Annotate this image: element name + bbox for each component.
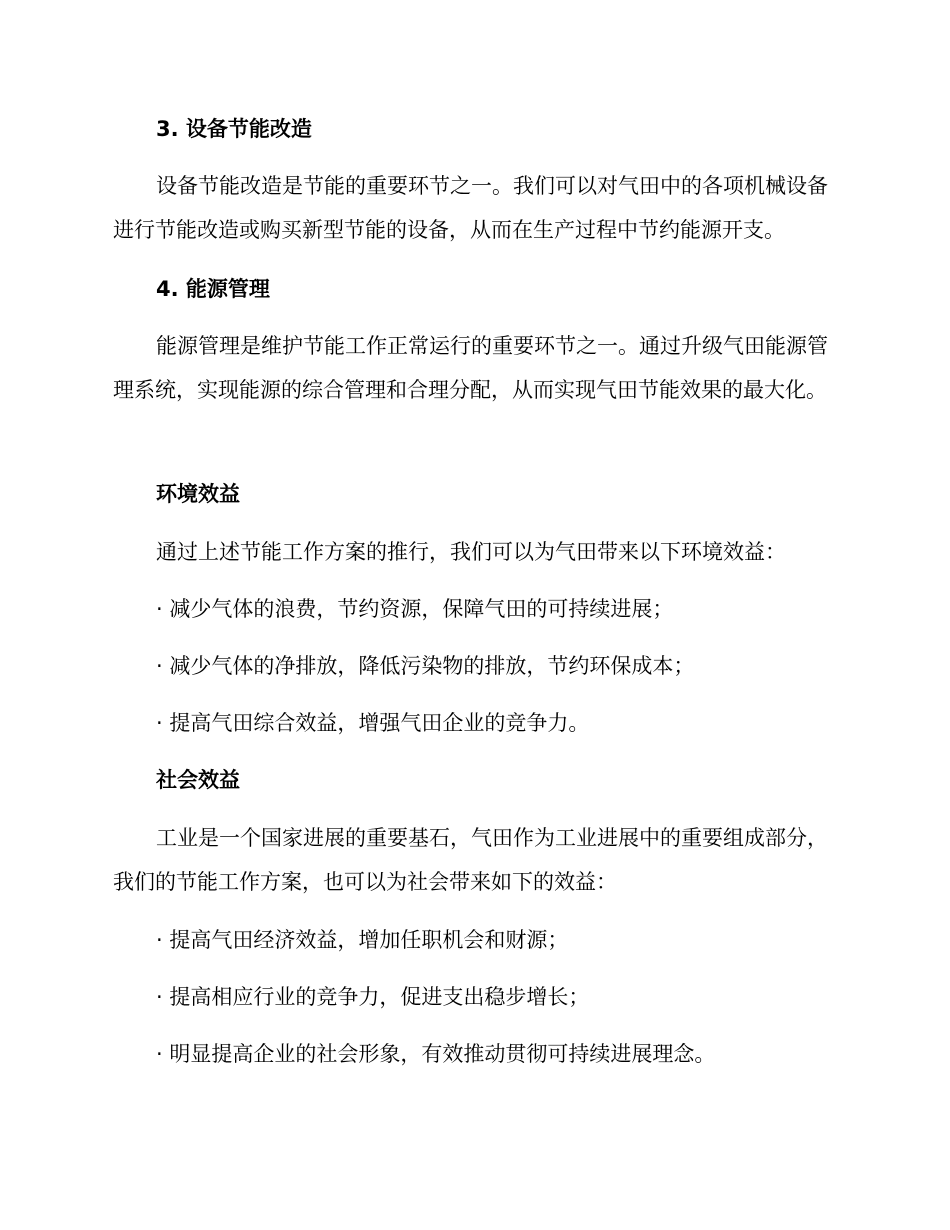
- section-heading-social-benefits: 社会效益: [156, 768, 240, 792]
- bullet-item: · 提高相应行业的竞争力，促进支出稳步增长；: [156, 985, 590, 1009]
- bullet-item: · 减少气体的浪费，节约资源，保障气田的可持续进展；: [156, 597, 674, 621]
- section-heading-energy-management: 4. 能源管理: [156, 277, 270, 301]
- section-heading-equipment: 3. 设备节能改造: [156, 117, 312, 141]
- bullet-item: · 提高气田综合效益，增强气田企业的竞争力。: [156, 711, 590, 735]
- paragraph-social-intro: 工业是一个国家进展的重要基石，气田作为工业进展中的重要组成部分，我们的节能工作方案，也可以为社会带来如下的效益：: [113, 826, 828, 894]
- paragraph-environmental-intro: 通过上述节能工作方案的推行，我们可以为气田带来以下环境效益：: [156, 540, 786, 564]
- paragraph-equipment: 设备节能改造是节能的重要环节之一。我们可以对气田中的各项机械设备进行节能改造或购买新型节能的设备，从而在生产过程中节约能源开支。: [113, 174, 828, 242]
- section-heading-environmental-benefits: 环境效益: [156, 482, 240, 506]
- bullet-item: · 提高气田经济效益，增加任职机会和财源；: [156, 928, 569, 952]
- paragraph-energy-management: 能源管理是维护节能工作正常运行的重要环节之一。通过升级气田能源管理系统，实现能源的综合管理和合理分配，从而实现气田节能效果的最大化。: [113, 334, 828, 402]
- bullet-item: · 减少气体的净排放，降低污染物的排放，节约环保成本；: [156, 654, 695, 678]
- bullet-item: · 明显提高企业的社会形象，有效推动贯彻可持续进展理念。: [156, 1042, 716, 1066]
